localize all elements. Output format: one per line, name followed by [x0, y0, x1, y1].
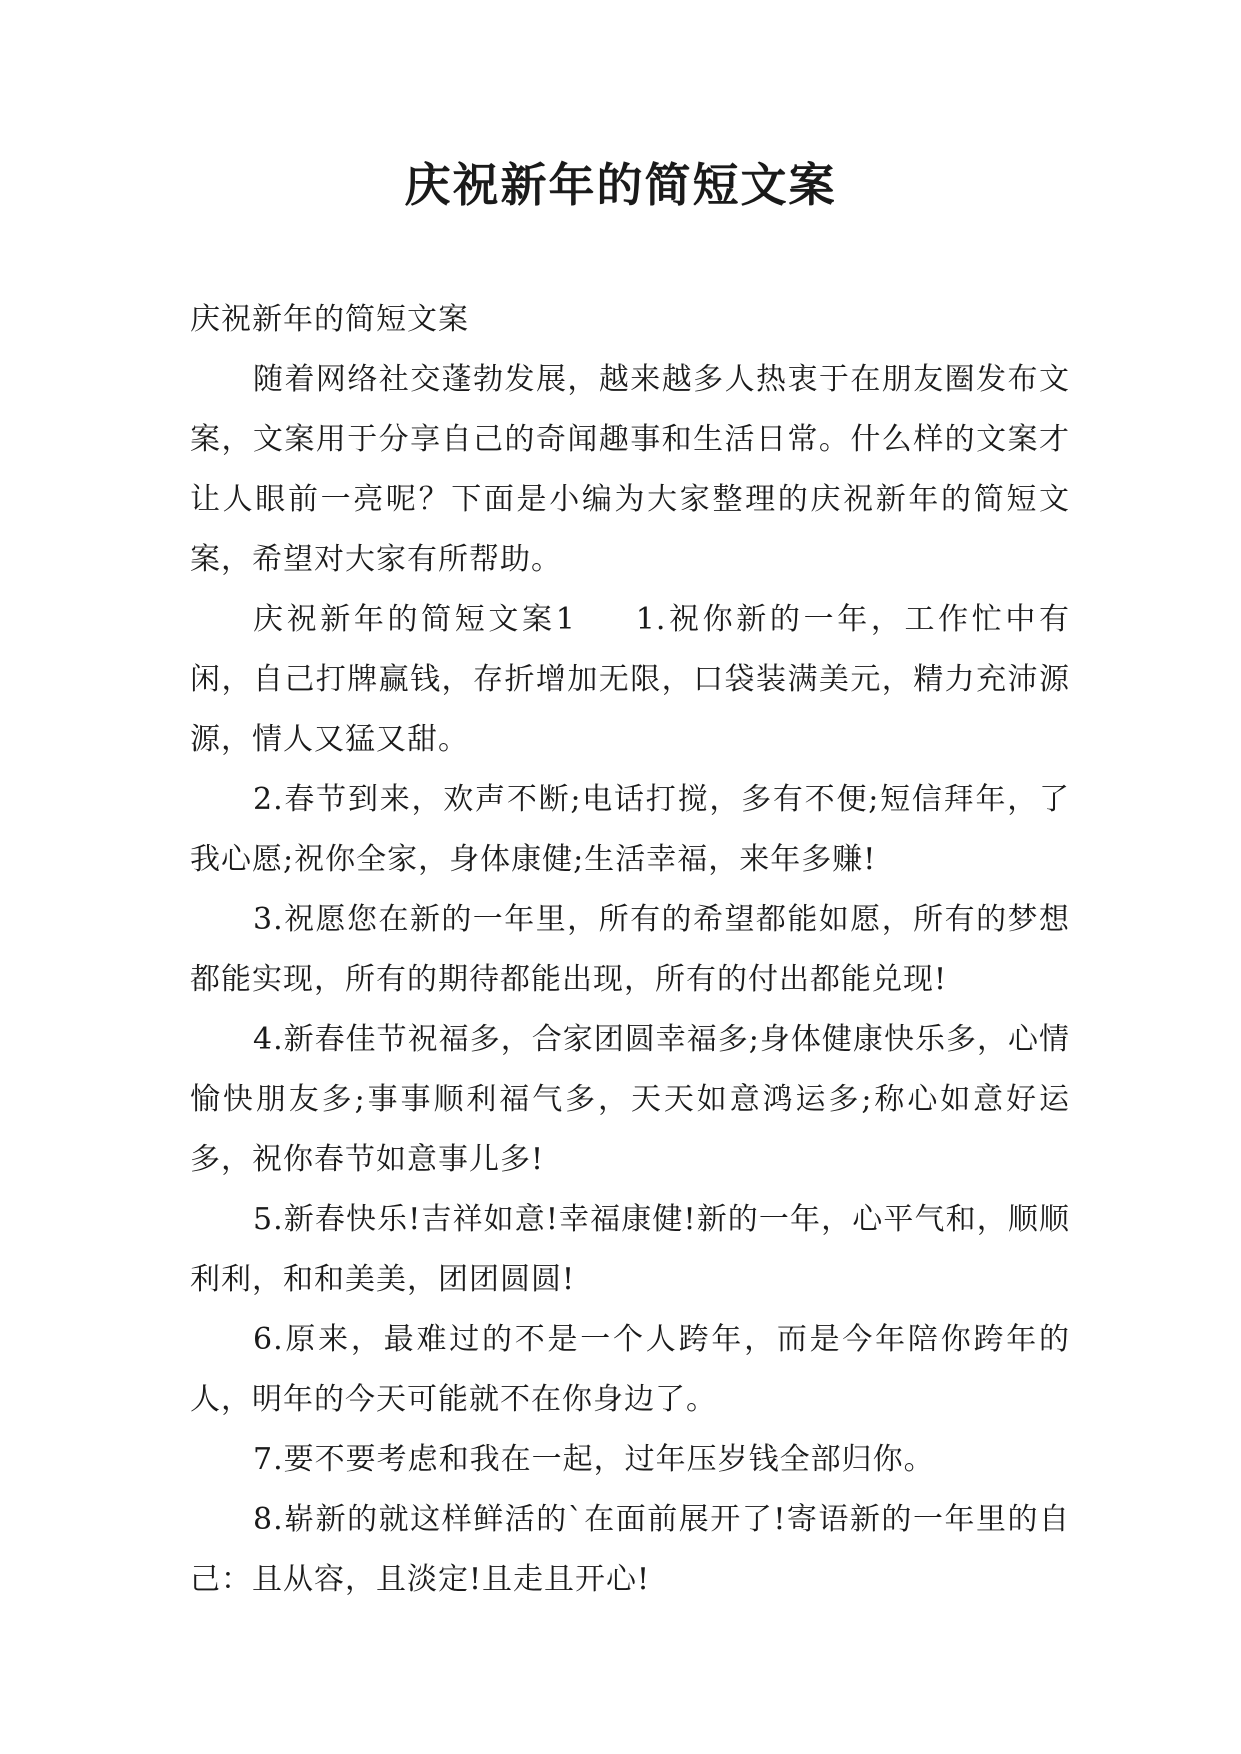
list-item: 1.祝你新的一年，工作忙中有闲，自己打牌赢钱，存折增加无限，口袋装满美元，精力充沛源源，情人又猛又甜。 [190, 602, 1070, 757]
section-paragraph [190, 590, 1070, 770]
document-body [190, 290, 1070, 1610]
subtitle-paragraph: 庆祝新年的简短文案 [190, 302, 469, 337]
list-item: 6.原来，最难过的不是一个人跨年，而是今年陪你跨年的人，明年的今天可能就不在你身边了。 [190, 1322, 1070, 1417]
intro-paragraph: 随着网络社交蓬勃发展，越来越多人热衷于在朋友圈发布文案，文案用于分享自己的奇闻趣事和生活日常。什么样的文案才让人眼前一亮呢？下面是小编为大家整理的庆祝新年的简短文案，希望对大家有所帮助。 [190, 362, 1070, 577]
section-heading: 庆祝新年的简短文案1 [253, 602, 576, 637]
list-item: 2.春节到来，欢声不断;电话打搅，多有不便;短信拜年，了我心愿;祝你全家，身体康健;生活幸福，来年多赚! [190, 782, 1070, 877]
document-title: 庆祝新年的简短文案 [404, 158, 837, 212]
list-item: 4.新春佳节祝福多，合家团圆幸福多;身体健康快乐多，心情愉快朋友多;事事顺利福气多，天天如意鸿运多;称心如意好运多，祝你春节如意事儿多! [190, 1022, 1070, 1177]
list-item: 8.崭新的就这样鲜活的`在面前展开了!寄语新的一年里的自己：且从容，且淡定!且走且开心! [190, 1502, 1070, 1597]
list-item: 5.新春快乐!吉祥如意!幸福康健!新的一年，心平气和，顺顺利利，和和美美，团团圆圆! [190, 1202, 1070, 1297]
list-item: 3.祝愿您在新的一年里，所有的希望都能如愿，所有的梦想都能实现，所有的期待都能出现，所有的付出都能兑现! [190, 902, 1070, 997]
list-item: 7.要不要考虑和我在一起，过年压岁钱全部归你。 [253, 1442, 935, 1477]
